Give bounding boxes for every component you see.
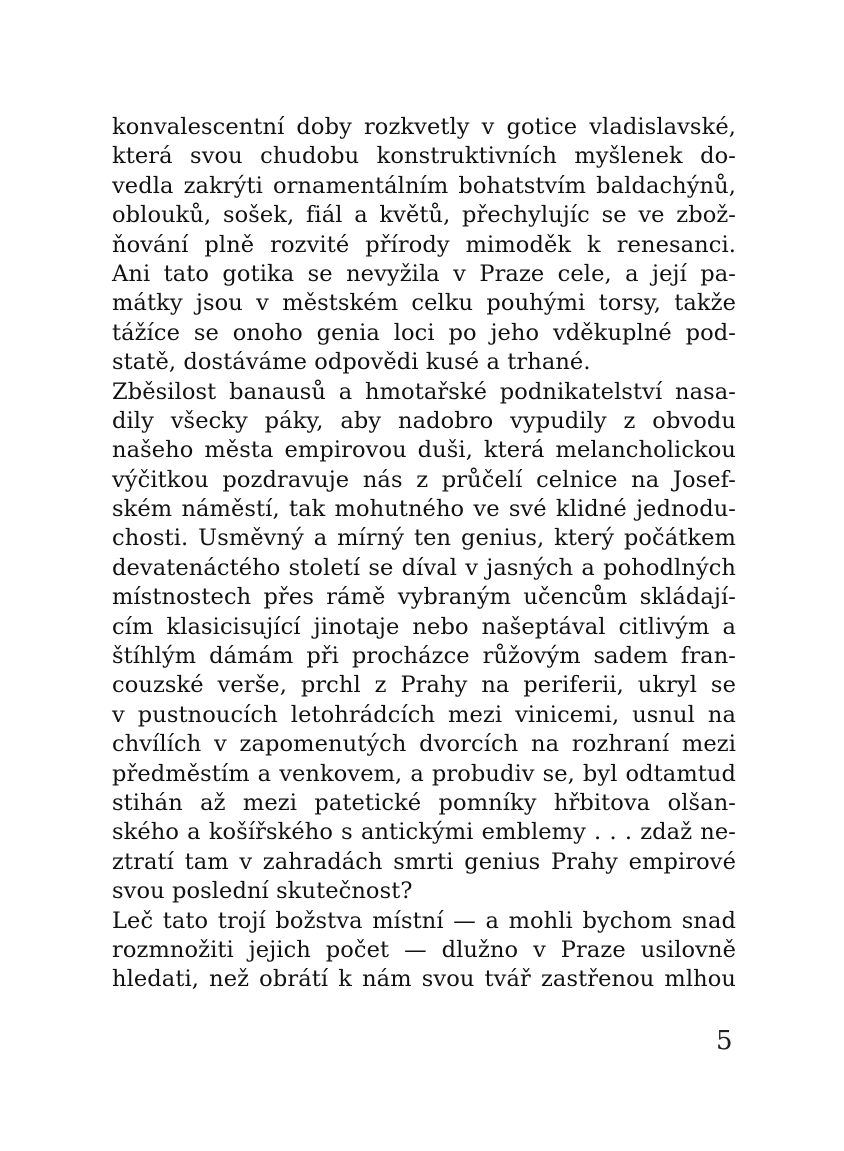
text-line: ského a košířského s antickými emblemy . . . zdaž ne-: [112, 819, 736, 846]
text-line: dily všecky páky, aby nadobro vypudily z obvodu: [112, 407, 736, 434]
text-line: rozmnožiti jejich počet — dlužno v Praze usilovně: [112, 936, 736, 963]
text-line: vedla zakrýti ornamentálním bohatstvím baldachýnů,: [112, 172, 736, 199]
text-line: předměstím a venkovem, a probudiv se, byl odtamtud: [112, 760, 736, 787]
text-line: místnostech přes rámě vybraným učencům skládají-: [112, 584, 736, 611]
text-line: couzské verše, prchl z Prahy na periferii, ukryl se: [112, 672, 736, 699]
text-line: štíhlým dámám při procházce růžovým sadem fran-: [112, 643, 736, 670]
text-line: Ani tato gotika se nevyžila v Praze cele, a její pa-: [112, 260, 736, 287]
text-line: která svou chudobu konstruktivních myšlenek do-: [112, 143, 736, 170]
text-line: stihán až mezi patetické pomníky hřbitova olšan-: [112, 789, 736, 816]
text-line: v pustnoucích letohrádcích mezi vinicemi, usnul na: [112, 701, 736, 728]
text-line: svou poslední skutečnost?: [112, 878, 413, 905]
text-line: tážíce se onoho genia loci po jeho vděkuplné pod-: [112, 319, 736, 346]
text-line: chosti. Usměvný a mírný ten genius, který počátkem: [112, 525, 736, 552]
text-line: oblouků, sošek, fiál a květů, přechylujíc se ve zbož-: [112, 202, 736, 229]
text-line: statě, dostáváme odpovědi kusé a trhané.: [112, 349, 591, 376]
text-line: ském náměstí, tak mohutného ve své klidné jednodu-: [112, 496, 736, 523]
text-line: ňování plně rozvité přírody mimoděk k renesanci.: [112, 231, 736, 258]
text-line: konvalescentní doby rozkvetly v gotice vladislavské,: [112, 114, 736, 140]
text-line: hledati, než obrátí k nám svou tvář zastřenou mlhou: [112, 966, 736, 993]
text-line: výčitkou pozdravuje nás z průčelí celnice na Josef-: [112, 466, 736, 493]
text-line: ztratí tam v zahradách smrti genius Prahy empirové: [112, 848, 736, 875]
body-text: [112, 113, 736, 995]
text-line: Zběsilost banausů a hmotařské podnikatelství nasa-: [112, 378, 736, 405]
text-line: našeho města empirovou duši, která melancholickou: [112, 437, 736, 464]
text-line: chvílích v zapomenutých dvorcích na rozhraní mezi: [112, 731, 736, 758]
text-line: Leč tato trojí božstva místní — a mohli bychom snad: [112, 907, 736, 934]
text-line: devatenáctého století se díval v jasných a pohodlných: [112, 554, 736, 581]
text-line: cím klasicisující jinotaje nebo našeptával citlivým a: [112, 613, 736, 640]
text-line: mátky jsou v městském celku pouhými torsy, takže: [112, 290, 736, 317]
page-number: 5: [716, 1026, 733, 1056]
